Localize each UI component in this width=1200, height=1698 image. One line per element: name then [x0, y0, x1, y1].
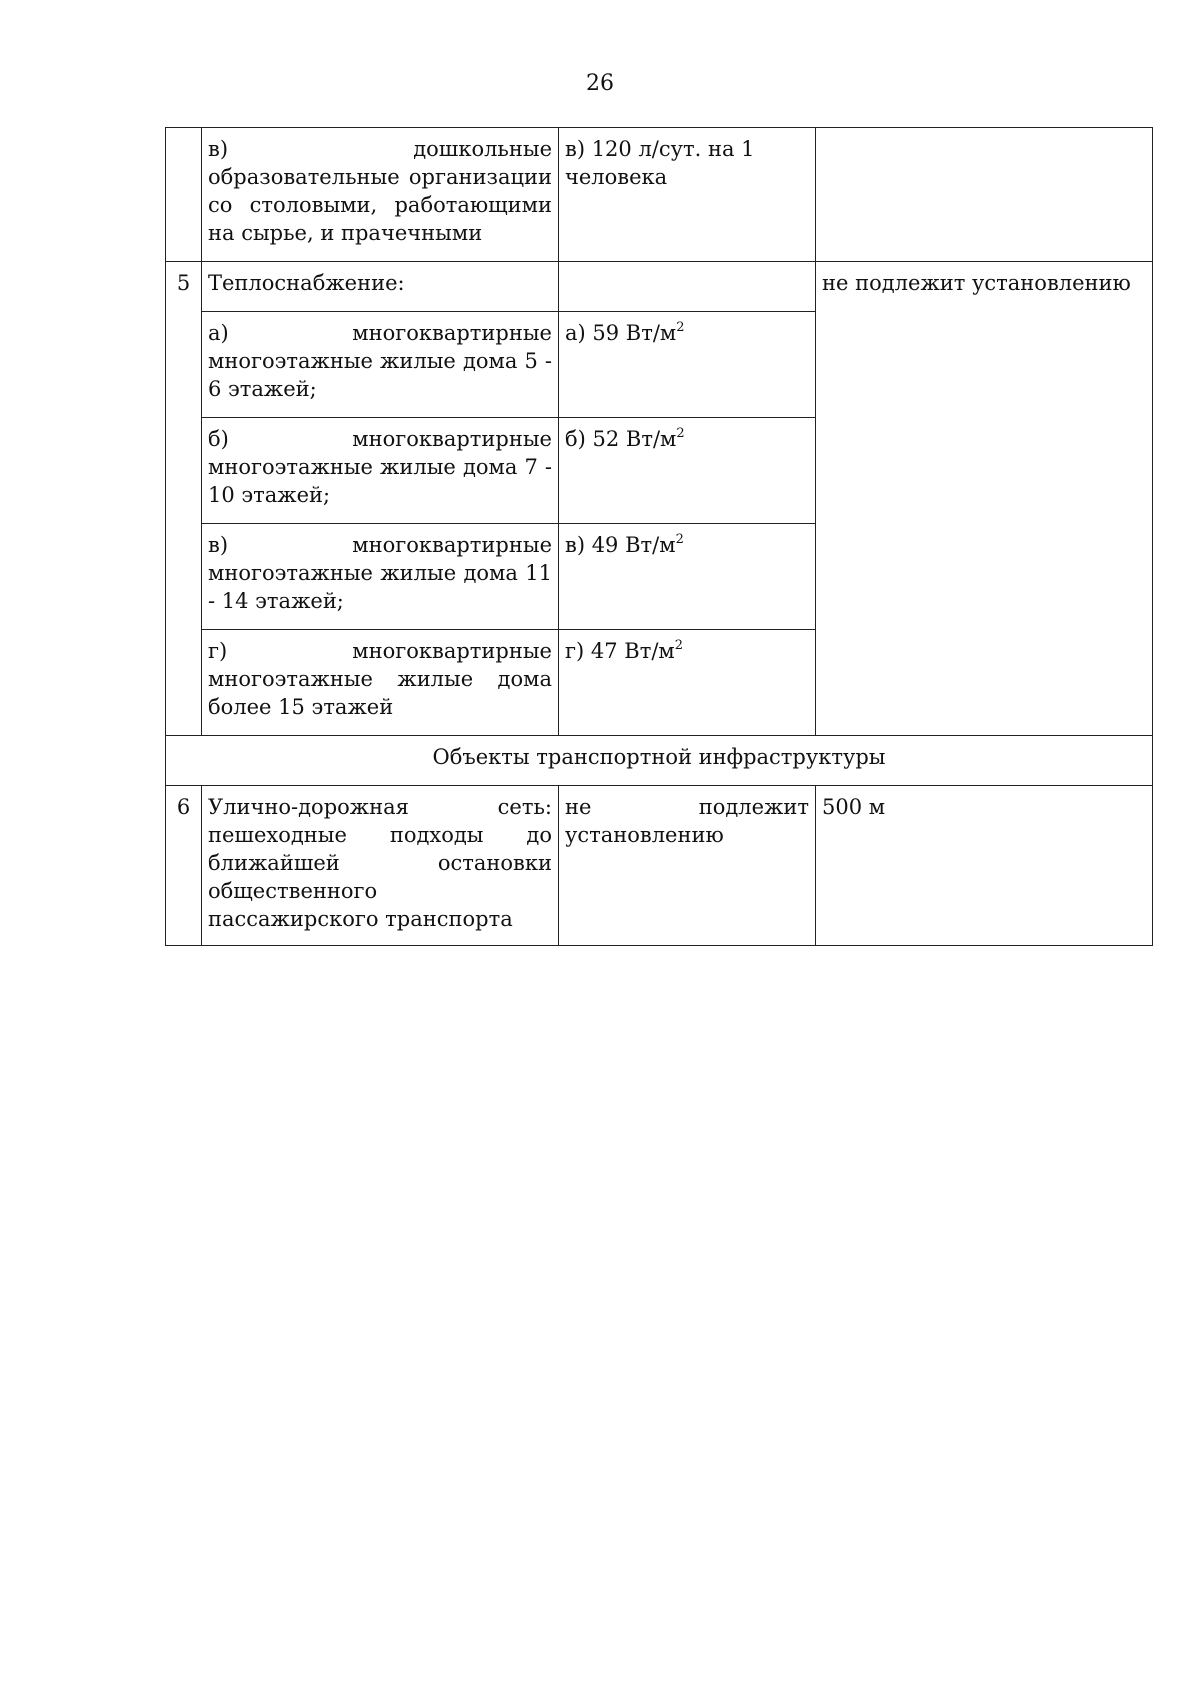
value-text: а) 59 Вт/м	[565, 321, 677, 345]
indicator-name-cell: б) многоквартирные многоэтажные жилые дома 7 - 10 этажей;	[202, 418, 559, 524]
indicator-name-cell: Улично-дорожная сеть: пешеходные подходы до ближайшей остановки общественного пассажирского транспорта	[202, 786, 559, 946]
row-number-cell	[166, 128, 202, 262]
section-title-transport: Объекты транспортной инфраструктуры	[166, 736, 1153, 786]
table-row	[166, 128, 1153, 262]
indicator-name-cell: в) дошкольные образовательные организации со столовыми, работающими на сырье, и прачечными	[202, 128, 559, 262]
accessibility-value-cell: не подлежит установлению	[816, 262, 1153, 736]
table-row-heat-supply	[166, 262, 1153, 312]
norms-table	[165, 127, 1153, 946]
page-number: 26	[586, 71, 614, 96]
calculated-value-cell	[559, 418, 816, 524]
value-text: г) 47 Вт/м	[565, 639, 675, 663]
value-text: б) 52 Вт/м	[565, 427, 677, 451]
indicator-name-cell: Теплоснабжение:	[202, 262, 559, 312]
indicator-name-cell: в) многоквартирные многоэтажные жилые дома 11 - 14 этажей;	[202, 524, 559, 630]
superscript: 2	[676, 320, 685, 335]
superscript: 2	[674, 638, 684, 653]
section-header-row	[166, 736, 1153, 786]
calculated-value-cell	[559, 262, 816, 312]
calculated-value-cell	[559, 312, 816, 418]
superscript: 2	[676, 426, 685, 441]
table-row-street-network	[166, 786, 1153, 946]
value-text: в) 49 Вт/м	[565, 533, 676, 557]
calculated-value-cell	[559, 630, 816, 736]
calculated-value-cell: не подлежит установлению	[559, 786, 816, 946]
superscript: 2	[675, 532, 684, 547]
accessibility-value-cell	[816, 128, 1153, 262]
calculated-value-cell: в) 120 л/сут. на 1 человека	[559, 128, 816, 262]
calculated-value-cell	[559, 524, 816, 630]
indicator-name-cell: г) многоквартирные многоэтажные жилые дома более 15 этажей	[202, 630, 559, 736]
row-number-cell: 5	[166, 262, 202, 736]
accessibility-value-cell: 500 м	[816, 786, 1153, 946]
indicator-name-cell: а) многоквартирные многоэтажные жилые дома 5 - 6 этажей;	[202, 312, 559, 418]
row-number-cell: 6	[166, 786, 202, 946]
